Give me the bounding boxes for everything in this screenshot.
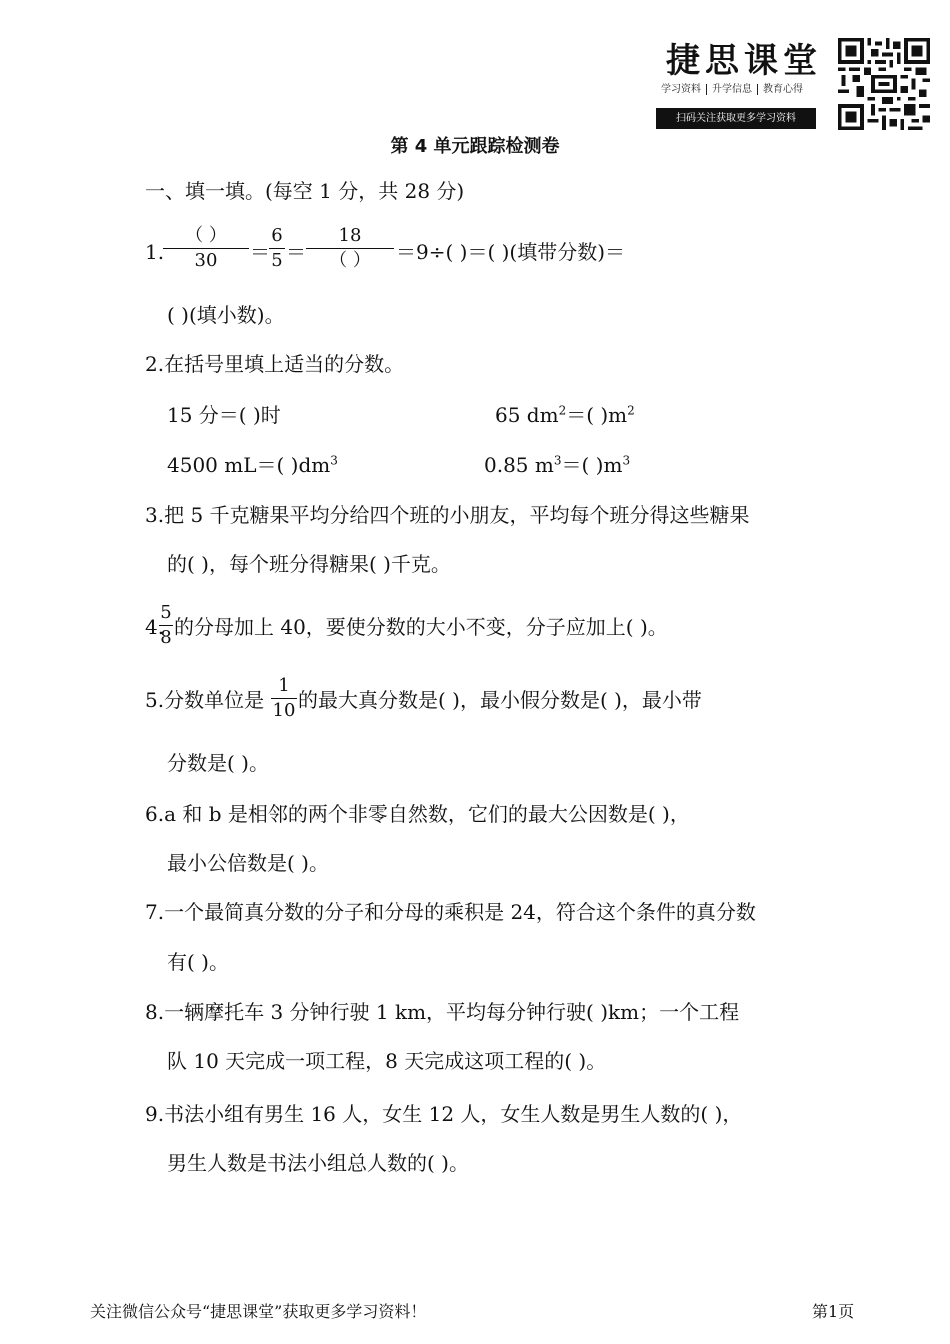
q2-item-c-text: 4500 mL＝( )dm	[167, 453, 331, 477]
q5-text-pre: 5.分数单位是	[145, 688, 265, 712]
brand-tags	[656, 80, 808, 95]
fraction-bar	[159, 625, 173, 626]
brand-logo-title: 捷思课堂	[666, 41, 822, 81]
q2-stem: 2.在括号里填上适当的分数。	[145, 352, 405, 376]
q1-number: 1.	[145, 240, 165, 264]
fraction-numerator: （ ）	[185, 225, 227, 246]
fraction-denominator: （ ）	[329, 250, 371, 271]
fraction-bar	[271, 698, 297, 699]
q2-item-b-text: 65 dm	[495, 403, 559, 427]
superscript: 2	[627, 403, 635, 418]
q1-text-line2: ( )(填小数)。	[167, 303, 285, 327]
q1-fraction-3	[306, 226, 394, 271]
qr-code-icon[interactable]	[838, 38, 930, 130]
q4-fraction	[159, 603, 173, 648]
q8-text-line2: 队 10 天完成一项工程，8 天完成这项工程的( )。	[167, 1049, 607, 1073]
q3-text: 3.把 5 千克糖果平均分给四个班的小朋友，平均每个班分得这些糖果	[145, 503, 750, 527]
q7-text-line2: 有( )。	[167, 950, 229, 974]
q5-fraction	[271, 676, 297, 721]
q9-text-line2: 男生人数是书法小组总人数的( )。	[167, 1151, 469, 1175]
q6-text: 6.a 和 b 是相邻的两个非零自然数，它们的最大公因数是( )，	[145, 802, 690, 826]
q2-item-a: 15 分＝( )时	[167, 403, 281, 427]
superscript: 3	[553, 453, 562, 468]
q8-text: 8.一辆摩托车 3 分钟行驶 1 km，平均每分钟行驶( )km；一个工程	[145, 1000, 740, 1024]
fraction-bar	[163, 248, 249, 249]
fraction-numerator: 1	[278, 675, 290, 696]
fraction-bar	[269, 248, 285, 249]
q1-fraction-1	[163, 226, 249, 271]
q3-text-line2: 的( )，每个班分得糖果( )千克。	[167, 552, 451, 576]
fraction-denominator: 10	[272, 700, 296, 721]
q2-item-c	[167, 453, 338, 477]
footer-note: 关注微信公众号“捷思课堂”获取更多学习资料！	[90, 1302, 427, 1321]
fraction-numerator: 18	[338, 225, 362, 246]
superscript: 3	[622, 453, 631, 468]
q7-text: 7.一个最简真分数的分子和分母的乘积是 24，符合这个条件的真分数	[145, 900, 756, 924]
fraction-bar	[306, 248, 394, 249]
page-title: 第 4 单元跟踪检测卷	[390, 136, 560, 157]
brand-tag: 学习资料	[656, 84, 707, 95]
q4-number: 4.	[145, 615, 165, 639]
brand-banner: 扫码关注获取更多学习资料	[656, 108, 816, 129]
section-heading: 一、填一填。(每空 1 分，共 28 分)	[145, 179, 465, 203]
q2-item-d-text: 0.85 m	[484, 453, 554, 477]
fraction-denominator: 5	[271, 250, 283, 271]
page-number: 第1页	[812, 1302, 855, 1321]
q2-item-d-text: ＝( )m	[561, 453, 623, 477]
fraction-denominator: 30	[194, 250, 218, 271]
q1-fraction-2	[269, 226, 285, 271]
q4-text: 的分母加上 40，要使分数的大小不变，分子应加上( )。	[174, 615, 668, 639]
q6-text-line2: 最小公倍数是( )。	[167, 851, 329, 875]
q1-equals: ＝	[286, 240, 306, 264]
fraction-numerator: 5	[160, 602, 172, 623]
superscript: 3	[330, 453, 338, 468]
q5-text: 的最大真分数是( )，最小假分数是( )，最小带	[298, 688, 702, 712]
fraction-numerator: 6	[271, 225, 283, 246]
q2-item-b-text: ＝( )m	[566, 403, 628, 427]
q9-text: 9.书法小组有男生 16 人，女生 12 人，女生人数是男生人数的( )，	[145, 1102, 743, 1126]
q2-item-d	[484, 453, 630, 477]
q2-item-b	[495, 403, 635, 427]
brand-tag: 教育心得	[763, 84, 803, 95]
q1-equals: ＝	[250, 240, 270, 264]
brand-tag: 升学信息	[707, 84, 758, 95]
fraction-denominator: 8	[160, 627, 172, 648]
superscript: 2	[558, 403, 567, 418]
q5-text-line2: 分数是( )。	[167, 751, 269, 775]
q1-text: ＝9÷( )＝( )(填带分数)＝	[396, 240, 626, 264]
